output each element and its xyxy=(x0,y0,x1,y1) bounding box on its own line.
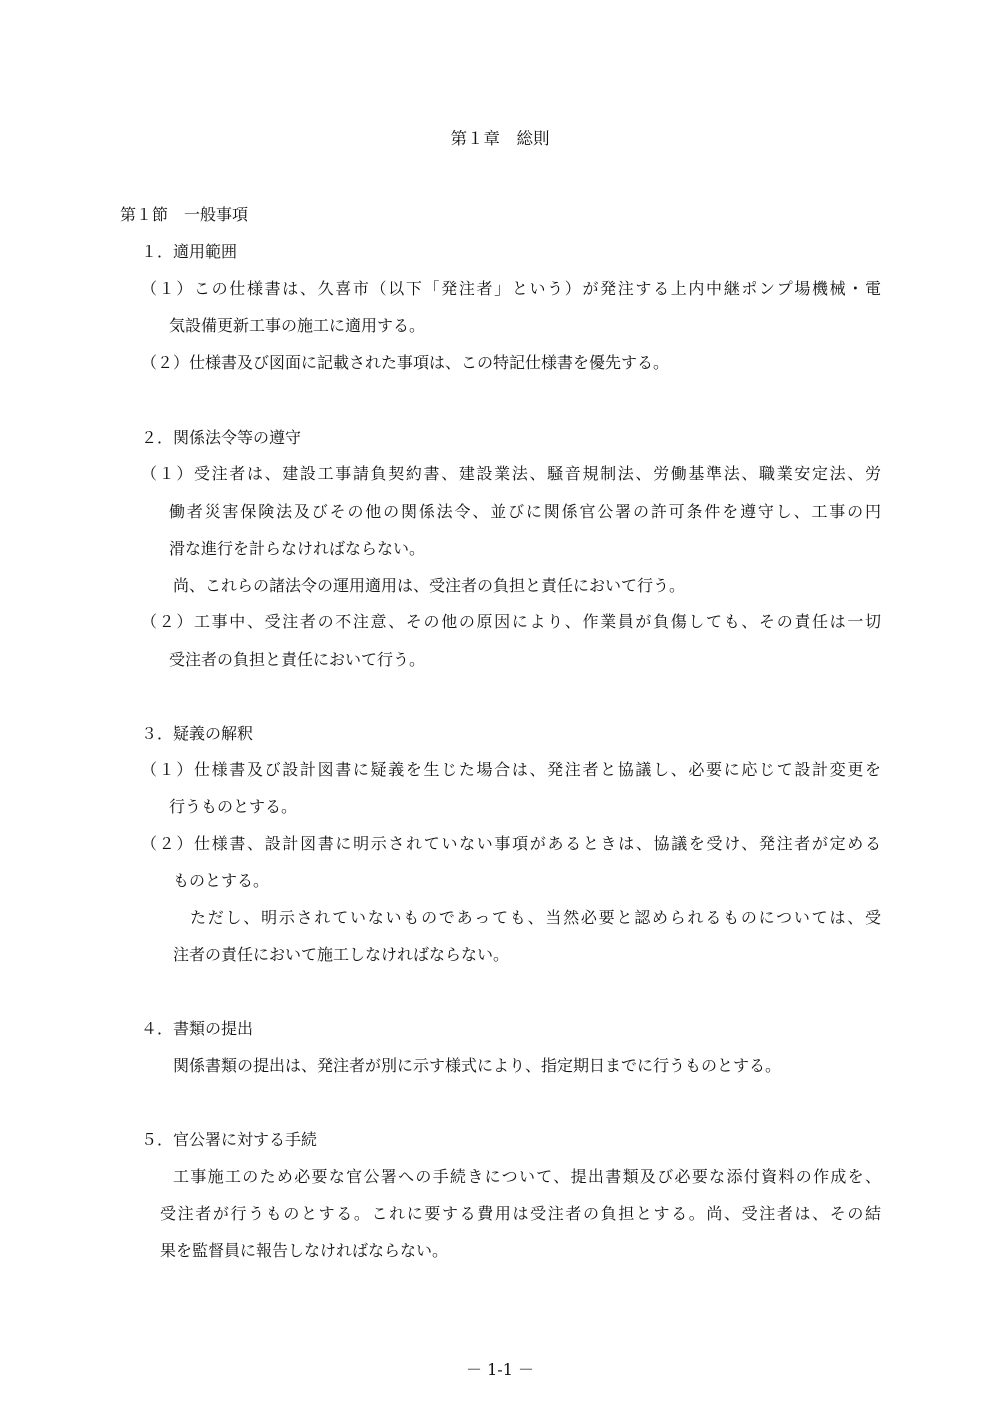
paragraph-line xyxy=(169,504,881,520)
paragraph-line-text: （１）受注者は、建設工事請負契約書、建設業法、騒音規制法、労働基準法、職業安定法、労 xyxy=(141,464,881,483)
chapter-title: 第１章 総則 xyxy=(450,129,550,148)
paragraph-line-text: （２）工事中、受注者の不注意、その他の原因により、作業員が負傷しても、その責任は一切 xyxy=(141,612,881,631)
paragraph-line xyxy=(190,910,881,926)
paragraph-line-text: ただし、明示されていないものであっても、当然必要と認められるものについては、受 xyxy=(190,908,881,927)
paragraph-line xyxy=(141,836,881,852)
paragraph-line xyxy=(173,1169,881,1185)
section-title: 第１節 一般事項 xyxy=(120,205,249,224)
paragraph-line-text: 工事施工のため必要な官公署への手続きについて、提出書類及び必要な添付資料の作成を、 xyxy=(173,1167,881,1186)
paragraph-line xyxy=(141,614,881,630)
page-number: － 1-1 － xyxy=(466,1360,534,1379)
paragraph-line: 気設備更新工事の施工に適用する。 xyxy=(169,316,426,335)
item-heading-documents: ４．書類の提出 xyxy=(141,1019,254,1038)
paragraph-line-text: （１）この仕様書は、久喜市（以下「発注者」という）が発注する上内中継ポンプ場機械・電 xyxy=(141,279,881,298)
paragraph-line-text: 受注者が行うものとする。これに要する費用は受注者の負担とする。尚、受注者は、その結 xyxy=(160,1204,881,1223)
item-heading-laws: ２．関係法令等の遵守 xyxy=(141,428,302,447)
paragraph-line: 尚、これらの諸法令の運用適用は、受注者の負担と責任において行う。 xyxy=(173,576,686,595)
paragraph-line: （２）仕様書及び図面に記載された事項は、この特記仕様書を優先する。 xyxy=(141,353,670,372)
paragraph-line: ものとする。 xyxy=(173,871,270,890)
paragraph-line-text: （２）仕様書、設計図書に明示されていない事項があるときは、協議を受け、発注者が定める xyxy=(141,834,881,853)
paragraph-line xyxy=(160,1206,881,1222)
paragraph-line: 行うものとする。 xyxy=(169,797,298,816)
item-heading-interpretation: ３．疑義の解釈 xyxy=(141,724,254,743)
item-heading-procedures: ５．官公署に対する手続 xyxy=(141,1130,318,1149)
paragraph-line: 関係書類の提出は、発注者が別に示す様式により、指定期日までに行うものとする。 xyxy=(173,1056,782,1075)
paragraph-line-text: （１）仕様書及び設計図書に疑義を生じた場合は、発注者と協議し、必要に応じて設計変更を xyxy=(141,760,881,779)
paragraph-line xyxy=(141,281,881,297)
paragraph-line: 受注者の負担と責任において行う。 xyxy=(169,650,426,669)
item-heading-scope: １．適用範囲 xyxy=(141,242,238,261)
paragraph-line xyxy=(141,466,881,482)
paragraph-line: 滑な進行を計らなければならない。 xyxy=(169,539,426,558)
paragraph-line: 果を監督員に報告しなければならない。 xyxy=(160,1241,449,1260)
paragraph-line xyxy=(141,762,881,778)
paragraph-line: 注者の責任において施工しなければならない。 xyxy=(173,945,510,964)
paragraph-line-text: 働者災害保険法及びその他の関係法令、並びに関係官公署の許可条件を遵守し、工事の円 xyxy=(169,502,881,521)
